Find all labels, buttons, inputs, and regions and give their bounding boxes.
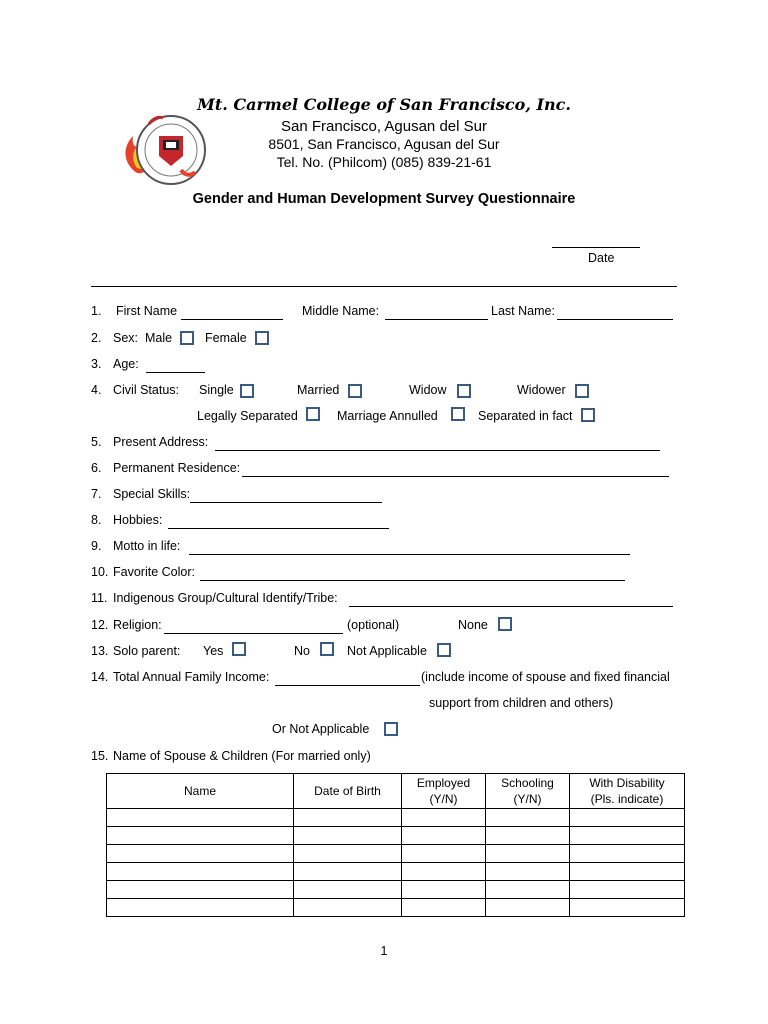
item-8-number: 8. [91,513,102,527]
marriage-annulled-checkbox[interactable] [451,407,465,421]
date-line[interactable] [552,247,640,248]
age-label: Age: [113,357,139,371]
table-cell[interactable] [294,863,402,881]
religion-field[interactable] [164,633,343,634]
table-header-line-2: (Y/N) [429,792,458,806]
table-row [107,845,685,863]
hobbies-label: Hobbies: [113,513,163,527]
civil-status-label: Civil Status: [113,383,179,397]
table-cell[interactable] [486,827,570,845]
item-3-number: 3. [91,357,102,371]
male-label: Male [145,331,173,345]
favorite-color-label: Favorite Color: [113,565,195,579]
school-name: Mt. Carmel College of San Francisco, Inc. [197,95,571,114]
table-header-line-2: (Y/N) [513,792,542,806]
married-checkbox[interactable] [348,384,362,398]
spouse-children-label: Name of Spouse & Children (For married only) [113,749,371,763]
married-label: Married [297,383,340,397]
table-header-cell [486,774,570,809]
page-title: Gender and Human Development Survey Questionnaire [192,191,576,207]
table-row [107,827,685,845]
widower-checkbox[interactable] [575,384,589,398]
motto-field[interactable] [189,554,630,555]
item-14-number: 14. [91,670,109,684]
income-field[interactable] [275,685,420,686]
indigenous-field[interactable] [349,606,673,607]
table-cell[interactable] [107,899,294,917]
table-header-cell [294,774,402,809]
middle-name-label: Middle Name: [302,304,380,318]
school-location: San Francisco, Agusan del Sur [281,118,487,135]
single-label: Single [199,383,234,397]
table-cell[interactable] [107,863,294,881]
solo-not-applicable-checkbox[interactable] [437,643,451,657]
spouse-children-table [106,773,685,917]
table-cell[interactable] [294,809,402,827]
female-checkbox[interactable] [255,331,269,345]
table-cell[interactable] [402,809,486,827]
table-header-line-1: Name [183,784,216,798]
item-13-number: 13. [91,644,109,658]
item-6-number: 6. [91,461,102,475]
widow-checkbox[interactable] [457,384,471,398]
table-row [107,899,685,917]
table-cell[interactable] [294,899,402,917]
indigenous-label: Indigenous Group/Cultural Identify/Tribe: [113,591,338,605]
middle-name-field[interactable] [385,319,488,320]
table-cell[interactable] [486,899,570,917]
item-9-number: 9. [91,539,102,553]
permanent-residence-label: Permanent Residence: [113,461,241,475]
special-skills-field[interactable] [190,502,382,503]
table-header-row [107,774,685,809]
table-cell[interactable] [570,881,685,899]
table-cell[interactable] [570,863,685,881]
single-checkbox[interactable] [240,384,254,398]
solo-no-checkbox[interactable] [320,642,334,656]
income-not-applicable-checkbox[interactable] [384,722,398,736]
table-cell[interactable] [107,845,294,863]
table-header-line-1: Employed [416,776,471,790]
first-name-label: First Name [116,304,178,318]
table-cell[interactable] [107,881,294,899]
table-cell[interactable] [486,881,570,899]
table-header-cell [402,774,486,809]
date-label: Date [588,251,615,265]
table-header-line-1: Schooling [501,776,554,790]
table-cell[interactable] [107,827,294,845]
separated-in-fact-label: Separated in fact [478,409,573,423]
item-11-number: 11. [91,591,108,605]
table-cell[interactable] [402,881,486,899]
table-cell[interactable] [570,845,685,863]
marriage-annulled-label: Marriage Annulled [337,409,438,423]
none-checkbox[interactable] [498,617,512,631]
permanent-residence-field[interactable] [242,476,669,477]
male-checkbox[interactable] [180,331,194,345]
table-cell[interactable] [570,809,685,827]
income-label: Total Annual Family Income: [113,670,270,684]
table-cell[interactable] [402,827,486,845]
table-cell[interactable] [486,863,570,881]
table-header-line-2: (Pls. indicate) [590,792,664,806]
item-2-number: 2. [91,331,102,345]
table-header-cell [570,774,685,809]
table-cell[interactable] [402,899,486,917]
religion-label: Religion: [113,618,162,632]
special-skills-label: Special Skills: [113,487,191,501]
religion-optional-note: (optional) [347,618,400,632]
table-cell[interactable] [294,881,402,899]
widower-label: Widower [517,383,566,397]
income-note-line-1: (include income of spouse and fixed financial [421,670,670,684]
table-cell[interactable] [402,863,486,881]
item-10-number: 10. [91,565,109,579]
page-number: 1 [380,944,388,958]
solo-yes-label: Yes [203,644,224,658]
table-header-line-1: With Disability [589,776,665,790]
solo-yes-checkbox[interactable] [232,642,246,656]
female-label: Female [205,331,247,345]
table-header-cell [107,774,294,809]
table-cell[interactable] [107,809,294,827]
item-1-number: 1. [91,304,102,318]
sex-label: Sex: [113,331,139,345]
motto-label: Motto in life: [113,539,181,553]
hobbies-field[interactable] [168,528,389,529]
solo-not-applicable-label: Not Applicable [347,644,427,658]
item-12-number: 12. [91,618,109,632]
table-cell[interactable] [402,845,486,863]
present-address-label: Present Address: [113,435,209,449]
item-5-number: 5. [91,435,102,449]
table-cell[interactable] [486,809,570,827]
solo-no-label: No [294,644,310,658]
legally-separated-checkbox[interactable] [306,407,320,421]
table-header-line-1: Date of Birth [314,784,381,798]
table-row [107,863,685,881]
table-row [107,881,685,899]
separated-in-fact-checkbox[interactable] [581,408,595,422]
present-address-field[interactable] [215,450,660,451]
last-name-label: Last Name: [491,304,555,318]
school-address: 8501, San Francisco, Agusan del Sur [268,136,500,152]
solo-parent-label: Solo parent: [113,644,181,658]
table-cell[interactable] [294,845,402,863]
last-name-field[interactable] [557,319,673,320]
item-7-number: 7. [91,487,102,501]
table-cell[interactable] [486,845,570,863]
school-telephone: Tel. No. (Philcom) (085) 839-21-61 [276,154,492,170]
item-15-number: 15. [91,749,109,763]
age-field[interactable] [146,372,205,373]
table-cell[interactable] [570,899,685,917]
favorite-color-field[interactable] [200,580,625,581]
income-note-line-2: support from children and others) [429,696,614,710]
table-cell[interactable] [570,827,685,845]
table-row [107,809,685,827]
table-cell[interactable] [294,827,402,845]
widow-label: Widow [409,383,447,397]
item-4-number: 4. [91,383,102,397]
income-not-applicable-label: Or Not Applicable [272,722,370,736]
none-label: None [458,618,488,632]
first-name-field[interactable] [181,319,283,320]
legally-separated-label: Legally Separated [197,409,298,423]
header-divider [91,286,677,287]
